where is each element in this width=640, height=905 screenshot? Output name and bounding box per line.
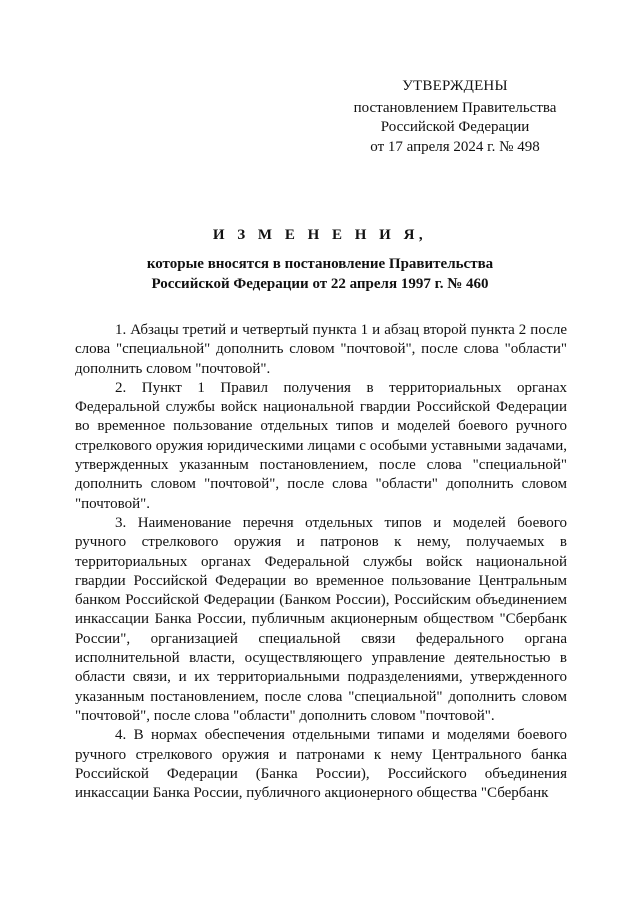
document-heading bbox=[60, 225, 580, 294]
approval-date-number: от 17 апреля 2024 г. № 498 bbox=[370, 138, 540, 155]
paragraph-2: 2. Пункт 1 Правил получения в территориальных органах Федеральной службы войск национальной гвардии Российской Федерации во временное пользование отдельных типов и моделей боевого ручного стрелкового оружия юридическими лицами с особыми уставными задачами, утвержденных указанным постановлением, после слова "специальной" дополнить словом "почтовой", после слова "области" дополнить словом "почтовой". bbox=[75, 379, 567, 512]
paragraph-3: 3. Наименование перечня отдельных типов и моделей боевого ручного стрелкового оружия и патронов к нему, получаемых в территориальных органах Федеральной службы войск национальной гвардии Российской Федерации во временное пользование Центральным банком Российской Федерации (Банком России), Российским объединением инкассации Банка России, публичным акционерным обществом "Сбербанк России", организацией специальной связи федерального органа исполнительной власти, осуществляющего управление деятельностью в области связи, и их территориальными подразделениями, утвержденного указанным постановлением, после слова "специальной" дополнить словом "почтовой", после слова "области" дополнить словом "почтовой". bbox=[75, 514, 567, 724]
document-subtitle-line-2: Российской Федерации от 22 апреля 1997 г. № 460 bbox=[151, 276, 489, 292]
paragraph-4: 4. В нормах обеспечения отдельными типами и моделями боевого ручного стрелкового оружия и патронами к нему Центрального банка Российской Федерации (Банка России), Российского объединения инкассации Банка России, публичного акционерного общества "Сбербанк bbox=[75, 727, 567, 802]
document-title: И З М Е Н Е Н И Я, bbox=[212, 227, 428, 243]
document-subtitle-line-1: которые вносятся в постановление Правительства bbox=[146, 256, 494, 272]
document-body bbox=[75, 321, 567, 803]
approval-country: Российской Федерации bbox=[380, 119, 530, 135]
paragraph-1: 1. Абзацы третий и четвертый пункта 1 и абзац второй пункта 2 после слова "специальной" дополнить словом "почтовой", после слова "области" дополнить словом "почтовой". bbox=[75, 322, 567, 377]
approval-authority: постановлением Правительства bbox=[353, 99, 557, 116]
approval-status: УТВЕРЖДЕНЫ bbox=[402, 78, 508, 94]
approval-block bbox=[330, 77, 580, 157]
